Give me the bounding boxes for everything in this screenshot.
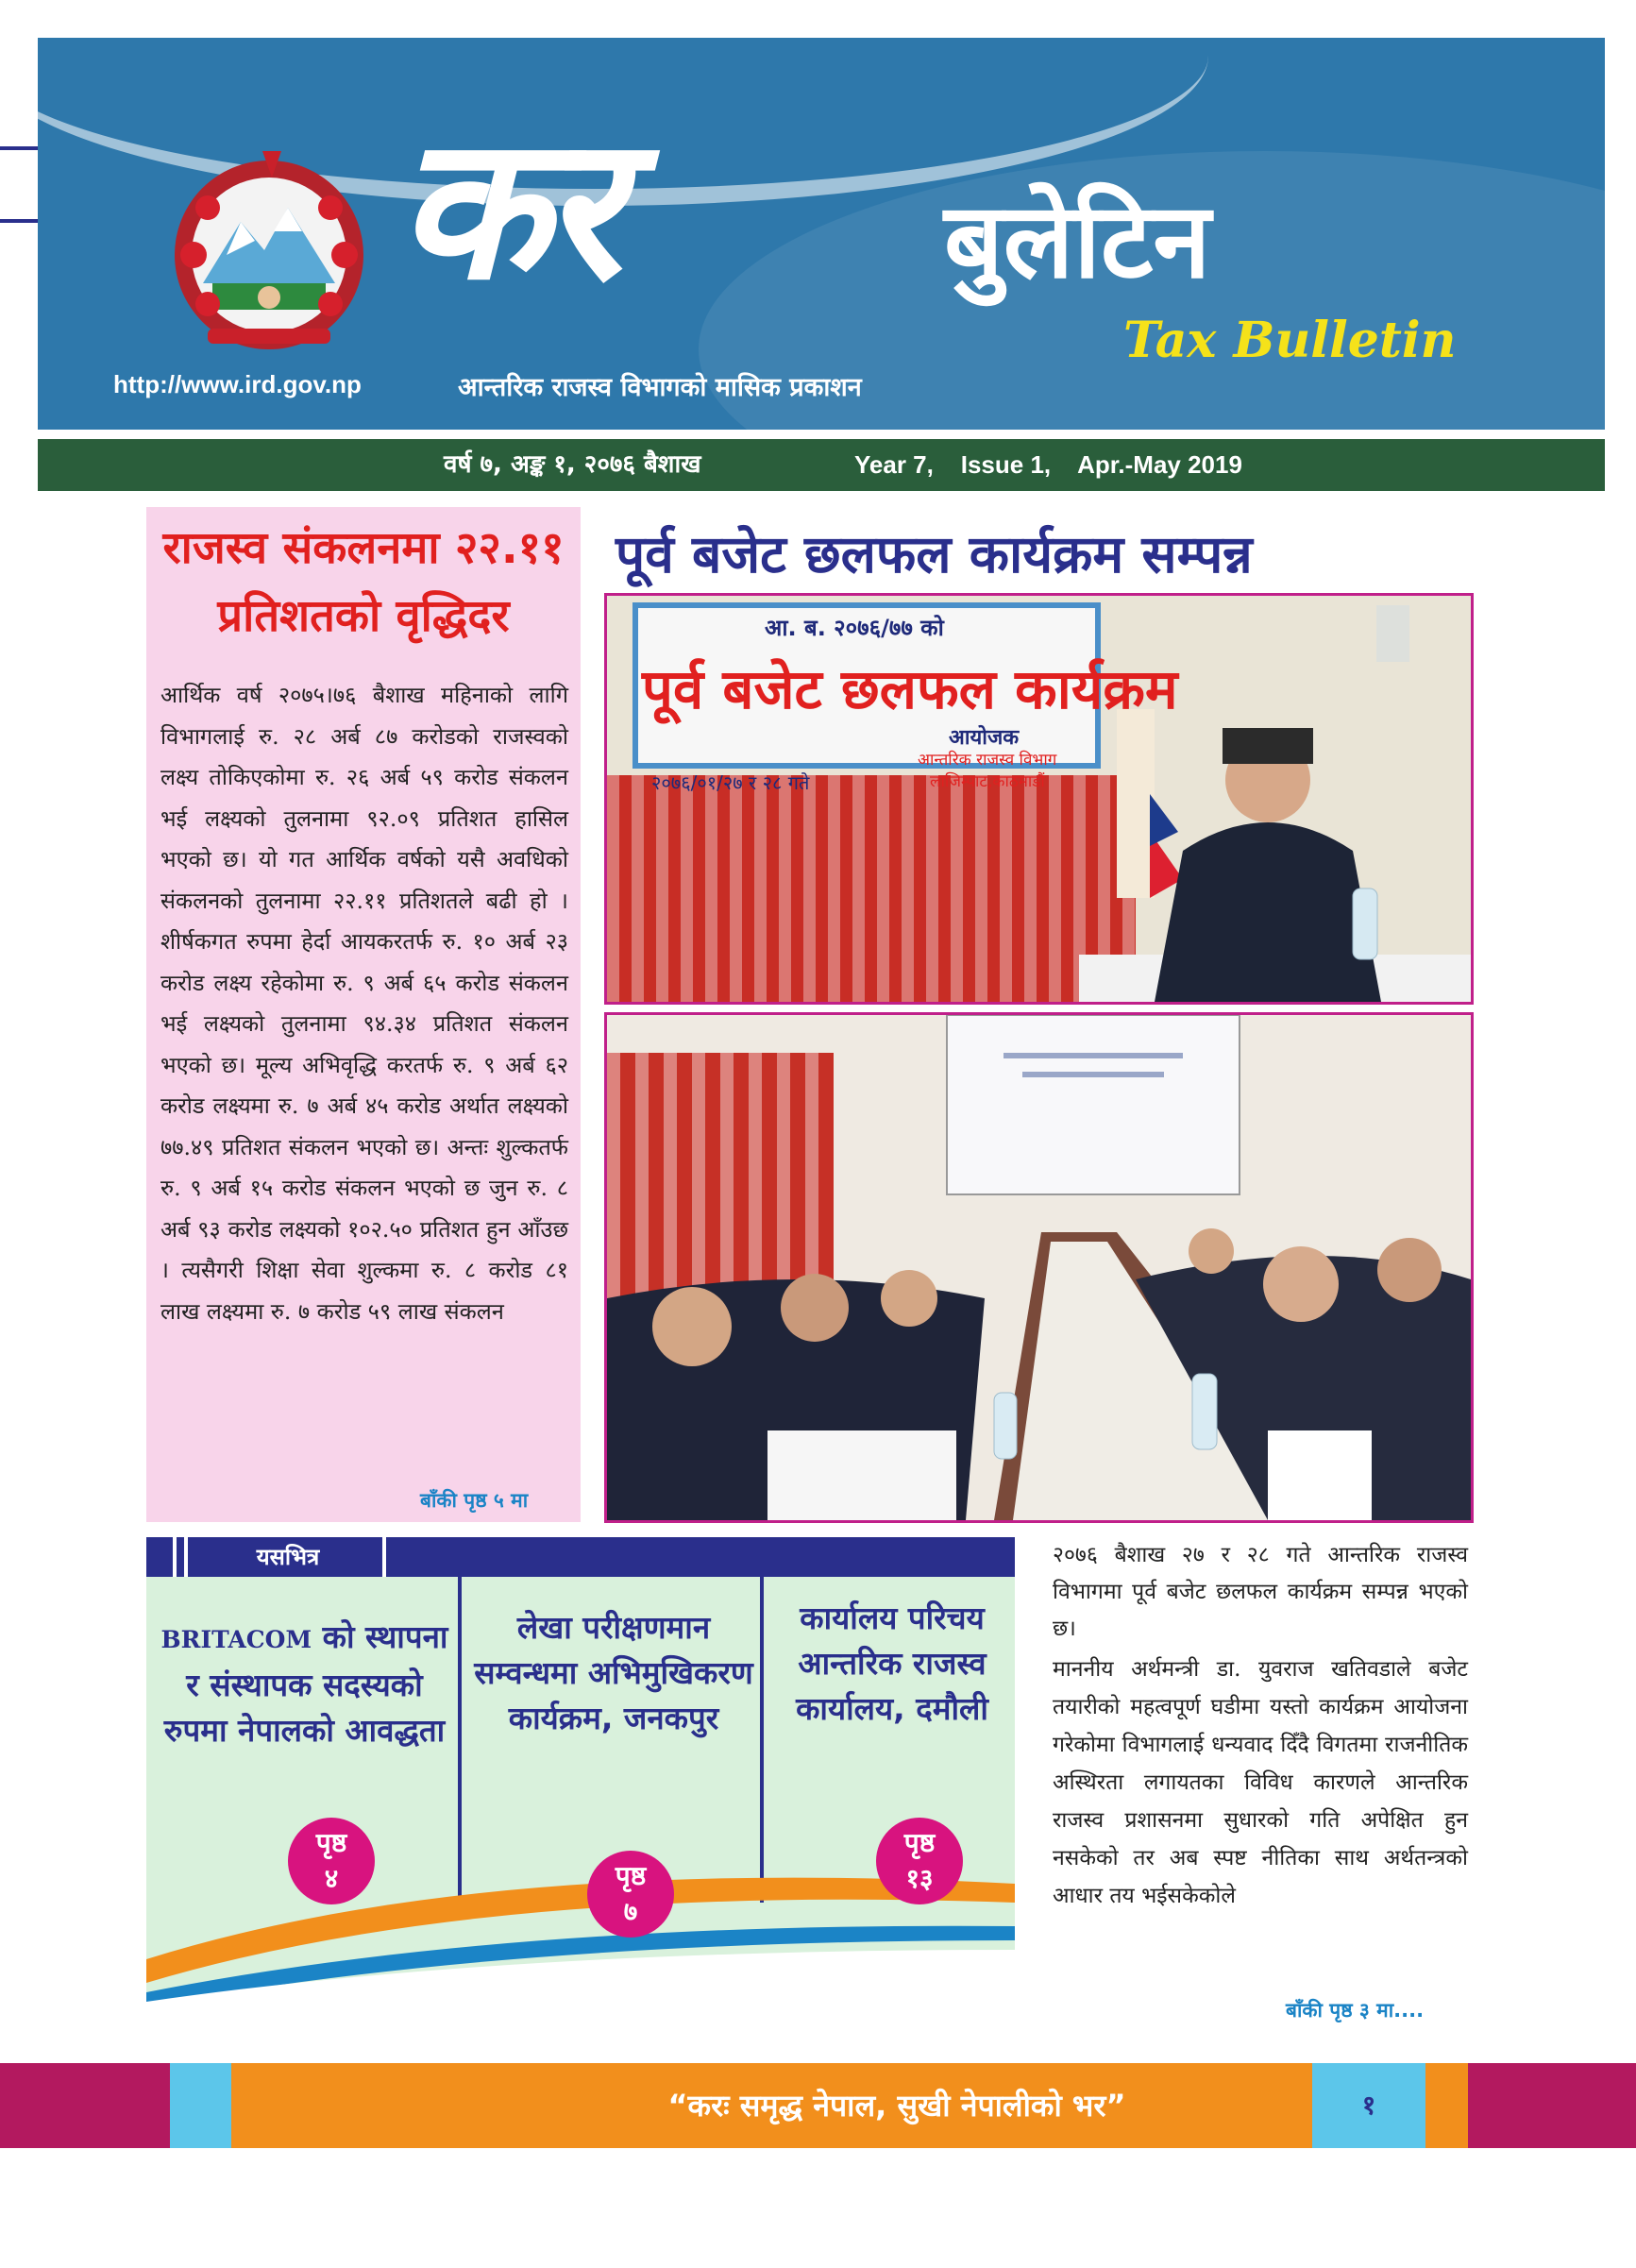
photo-meeting [604, 1012, 1474, 1523]
left-article-body: आर्थिक वर्ष २०७५।७६ बैशाख महिनाको लागि विभागलाई रु. २८ अर्ब ८७ करोडको राजस्वको लक्ष्य तोकिएकोमा रु. २६ अर्ब ५९ करोड संकलन भई लक्ष्यको तुलनामा ९२.०९ प्रतिशत हासिल भएको छ। यो गत आर्थिक वर्षको यसै अवधिको संकलनको तुलनामा २२.११ प्रतिशतले बढी हो । शीर्षकगत रुपमा हेर्दा आयकरतर्फ रु. १० अर्ब २३ करोड लक्ष्य रहेकोमा रु. ९ अर्ब ६५ करोड संकलन भई लक्ष्यको तुलनामा ९४.३४ प्रतिशत संकलन भएको छ। मूल्य अभिवृद्धि करतर्फ रु. ९ अर्ब ६२ करोड लक्ष्यमा रु. ७ अर्ब ४५ करोड अर्थात लक्ष्यको ७७.४९ प्रतिशत संकलन भएको छ। अन्तः शुल्कतर्फ रु. ९ अर्ब १५ करोड संकलन भएको छ जुन रु. ८ अर्ब ९३ करोड लक्ष्यको १०२.५० प्रतिशत हुन आँउछ । त्यसैगरी शिक्षा सेवा शुल्कमा रु. ८ करोड ८१ लाख लक्ष्यमा रु. ७ करोड ५९ लाख संकलन [160, 682, 568, 1325]
inside-item-2-title-np: लेखा परीक्षणमान सम्वन्धमा अभिमुखिकरण कार्यक्रम, जनकपुर [474, 1609, 753, 1736]
left-article-title-line2: प्रतिशतको वृद्धिदर [217, 590, 510, 642]
deco-line-bottom [0, 219, 38, 223]
main-article-body: माननीय अर्थमन्त्री डा. युवराज खतिवडाले बजेट तयारीको महत्वपूर्ण घडीमा यस्तो कार्यक्रम आयोजना गरेकोमा विभागलाई धन्यवाद दिँदै विगतमा राजनीतिक अस्थिरता लगायतका विविध कारणले आन्तरिक राजस्व प्रशासनमा सुधारको गति अपेक्षित हुन नसकेको तर अब स्पष्ट नीतिका साथ अर्थतन्त्रको आधार तय भईसकेकोले [1053, 1657, 1468, 1908]
inside-item-3-page-word: पृष्ठ [903, 1827, 936, 1858]
inside-item-2-page-num: ७ [623, 1896, 638, 1927]
issue-info-nepali: वर्ष ७, अङ्क १, २०७६ बैशाख [444, 450, 701, 479]
left-article-title-line1: राजस्व संकलनमा २२.११ [162, 522, 565, 574]
issue-info-english: Year 7, Issue 1, Apr.-May 2019 [854, 450, 1242, 479]
inside-item-3-page-num: १३ [905, 1863, 934, 1894]
footer-page-number: १ [1361, 2090, 1376, 2121]
banner-org-name: आन्तरिक राजस्व विभाग [918, 751, 1057, 770]
inside-item-1-page-num: ४ [324, 1863, 339, 1894]
inside-item-2-page-badge[interactable] [587, 1851, 674, 1938]
deco-line-top [0, 146, 38, 150]
banner-top: आ. ब. २०७६/७७ को [765, 615, 944, 641]
inside-label: यसभित्र [256, 1544, 320, 1570]
logo-bulletin: बुलेटिन [944, 179, 1211, 301]
footer-motto: “करः समृद्ध नेपाल, सुखी नेपालीको भर” [667, 2088, 1126, 2124]
left-article-title [146, 515, 581, 651]
inside-item-1-page-badge[interactable] [288, 1818, 375, 1904]
inside-item-3-title[interactable] [774, 1596, 1010, 1732]
nepal-emblem-icon [160, 142, 378, 359]
issue-bar [38, 439, 1605, 491]
logo-kar: कर [396, 91, 616, 324]
inside-item-3-title-np: कार्यालय परिचय आन्तरिक राजस्व कार्यालय, दमौली [796, 1599, 988, 1727]
logo-tax-bulletin: Tax Bulletin [1123, 312, 1457, 369]
inside-item-2-title[interactable] [472, 1605, 755, 1741]
photo-meeting-image [607, 1015, 1471, 1520]
inside-item-1-title-np: को स्थापना र संस्थापक सदस्यको रुपमा नेपालको आवद्धता [163, 1618, 448, 1749]
inside-item-1-title[interactable] [160, 1615, 448, 1753]
main-article-continued-link[interactable]: बाँकी पृष्ठ ३ मा.... [1286, 1999, 1425, 2022]
banner-date: २०७६/०१/२७ र २८ गते [651, 771, 810, 794]
main-headline: पूर्व बजेट छलफल कार्यक्रम सम्पन्न [616, 524, 1253, 584]
inside-item-1-title-en: BRITACOM [160, 1626, 312, 1653]
masthead-tagline: आन्तरिक राजस्व विभागको मासिक प्रकाशन [458, 373, 862, 402]
main-article-intro: २०७६ बैशाख २७ र २८ गते आन्तरिक राजस्व विभागमा पूर्व बजेट छलफल कार्यक्रम सम्पन्न भएको छ। [1053, 1543, 1468, 1641]
inside-item-1-page-word: पृष्ठ [315, 1827, 347, 1858]
left-article-continued-link[interactable]: बाँकी पृष्ठ ५ मा [420, 1489, 529, 1512]
banner-main: पूर्व बजेट छलफल कार्यक्रम [642, 657, 1178, 721]
inside-item-2-page-word: पृष्ठ [615, 1860, 647, 1891]
banner-organizer: आयोजक [949, 726, 1020, 750]
banner-org-place: लाजिम्पाट,काठमाडौं [930, 772, 1045, 791]
inside-item-3-page-badge[interactable] [876, 1818, 963, 1904]
website-link[interactable]: http://www.ird.gov.np [113, 370, 362, 398]
